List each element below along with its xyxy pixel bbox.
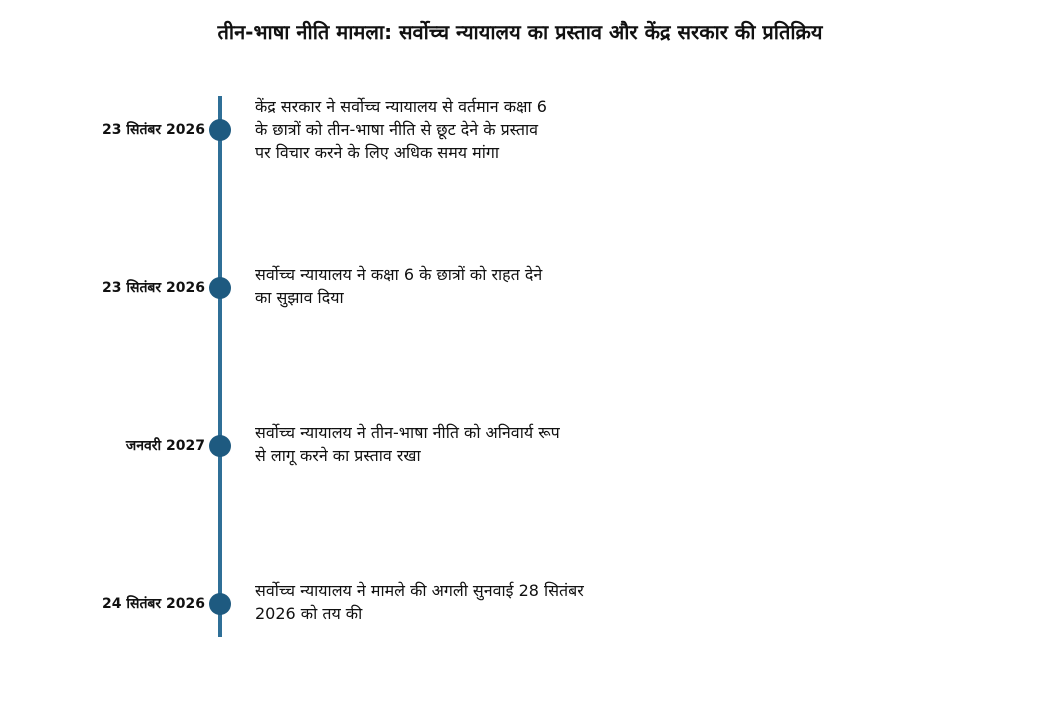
event-description-line: केंद्र सरकार ने सर्वोच्च न्यायालय से वर्तमान कक्षा 6 [255, 97, 547, 116]
event-description [255, 579, 635, 625]
event-date: 23 सितंबर 2026 [102, 280, 205, 296]
event-marker [209, 593, 231, 615]
event-marker [209, 277, 231, 299]
event-marker [209, 119, 231, 141]
event-description-line: के छात्रों को तीन-भाषा नीति से छूट देने के प्रस्ताव [255, 120, 539, 139]
timeline-axis [218, 96, 222, 637]
event-description-line: का सुझाव दिया [255, 288, 344, 307]
event-marker [209, 435, 231, 457]
timeline-event [0, 97, 1040, 162]
timeline-event [0, 581, 1040, 628]
timeline-event [0, 265, 1040, 312]
page-title: तीन-भाषा नीति मामला: सर्वोच्च न्यायालय का प्रस्ताव और केंद्र सरकार की प्रतिक्रिय [217, 20, 823, 44]
event-description [255, 95, 635, 164]
event-description [255, 263, 635, 309]
event-date: 24 सितंबर 2026 [102, 596, 205, 612]
timeline-event [0, 423, 1040, 470]
event-description [255, 421, 635, 467]
event-description-line: सर्वोच्च न्यायालय ने तीन-भाषा नीति को अनिवार्य रूप [255, 423, 560, 442]
event-date: जनवरी 2027 [125, 438, 205, 454]
event-description-line: पर विचार करने के लिए अधिक समय मांगा [255, 143, 499, 162]
event-date: 23 सितंबर 2026 [102, 122, 205, 138]
event-description-line: से लागू करने का प्रस्ताव रखा [255, 446, 421, 465]
event-description-line: 2026 को तय की [255, 604, 363, 623]
event-description-line: सर्वोच्च न्यायालय ने मामले की अगली सुनवाई 28 सितंबर [255, 581, 584, 600]
event-description-line: सर्वोच्च न्यायालय ने कक्षा 6 के छात्रों को राहत देने [255, 265, 543, 284]
